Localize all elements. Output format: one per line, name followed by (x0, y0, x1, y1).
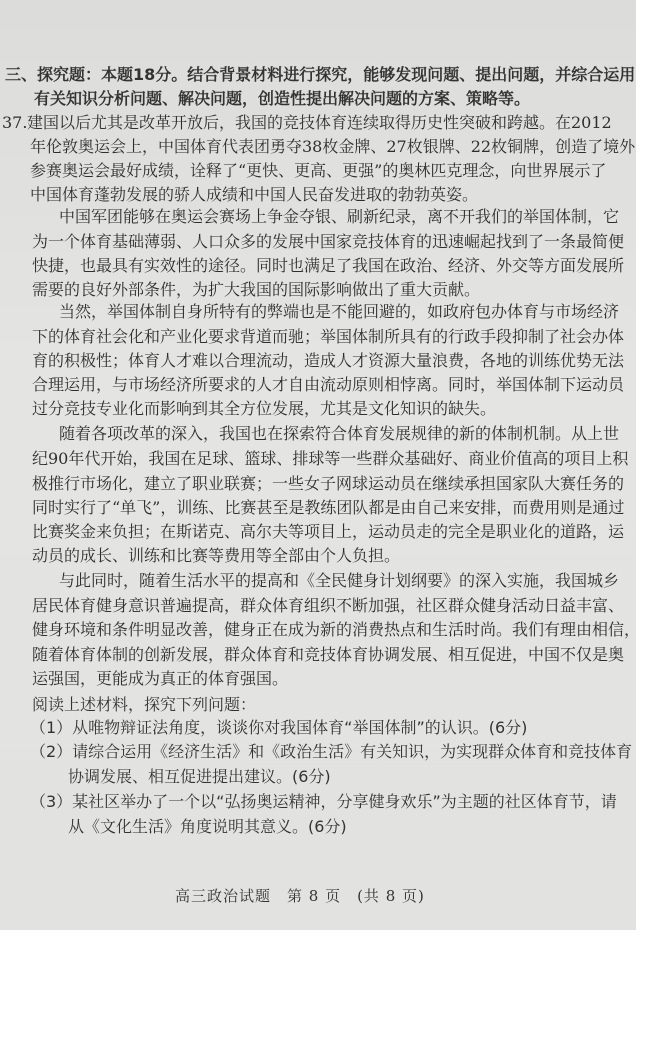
paragraph-line: 需要的良好外部条件，为扩大我国的国际影响做出了重大贡献。 (32, 280, 481, 299)
paragraph-line: 运强国，更能成为真正的体育强国。 (32, 669, 289, 688)
paragraph-line: 与此同时，随着生活水平的提高和《全民健身计划纲要》的深入实施，我国城乡 (59, 571, 620, 590)
paragraph-line: 快捷，也最具有实效性的途径。同时也满足了我国在政治、经济、外交等方面发展所 (32, 256, 625, 275)
paragraph-line: 同时实行了“单飞”，训练、比赛甚至是教练团队都是由自己来安排，而费用则是通过 (32, 498, 625, 517)
paragraph-line: 纪90年代开始，我国在足球、篮球、排球等一些群众基础好、商业价值高的项目上积 (32, 449, 629, 468)
paragraph-line: 比赛奖金来负担；在斯诺克、高尔夫等项目上，运动员走的完全是职业化的道路，运 (32, 522, 625, 541)
paragraph-line: 动员的成长、训练和比赛等费用等全部由个人负担。 (32, 546, 401, 565)
paragraph-line: 过分竞技专业化而影响到其全方位发展，尤其是文化知识的缺失。 (32, 399, 497, 418)
section-header-line: 有关知识分析问题、解决问题，创造性提出解决问题的方案、策略等。 (34, 89, 531, 108)
question-1: （1）从唯物辩证法角度，谈谈你对我国体育“举国体制”的认识。(6分) (30, 718, 528, 737)
paragraph-line: 极推行市场化，建立了职业联赛；一些女子网球运动员在继续承担国家队大赛任务的 (32, 474, 625, 493)
paragraph-line: 中国军团能够在奥运会赛场上争金夺银、刷新纪录，离不开我们的举国体制，它 (59, 207, 620, 226)
paragraph-line: 为一个体育基础薄弱、人口众多的发展中国家竞技体育的迅速崛起找到了一条最简便 (32, 232, 625, 251)
paragraph-line: 参赛奥运会最好成绩，诠释了“更快、更高、更强”的奥林匹克理念，向世界展示了 (30, 161, 607, 180)
paragraph-line: 随着体育体制的创新发展，群众体育和竞技体育协调发展、相互促进，中国不仅是奥 (32, 645, 625, 664)
paragraph-line: 居民体育健身意识普遍提高，群众体育组织不断加强，社区群众健身活动日益丰富、 (32, 596, 625, 615)
prompt-text: 阅读上述材料，探究下列问题： (32, 695, 257, 714)
paragraph-line: 年伦敦奥运会上，中国体育代表团勇夺38枚金牌、27枚银牌、22枚铜牌，创造了境外 (30, 137, 636, 156)
page-footer: 高三政治试题 第 8 页 (共 8 页) (175, 887, 425, 905)
paragraph-line: 当然，举国体制自身所特有的弊端也是不能回避的，如政府包办体育与市场经济 (59, 302, 620, 321)
question-2: （2）请综合运用《经济生活》和《政治生活》有关知识，为实现群众体育和竞技体育 (30, 742, 633, 761)
paragraph-line: 下的体育社会化和产业化要求背道而驰；举国体制所具有的行政手段抑制了社会办体 (32, 327, 625, 346)
question-3-cont: 从《文化生活》角度说明其意义。(6分) (68, 817, 347, 836)
section-header-line: 三、探究题：本题18分。结合背景材料进行探究，能够发现问题、提出问题，并综合运用 (5, 65, 636, 84)
question-number: 37. (2, 113, 28, 132)
paragraph-line: 育的积极性；体育人才难以合理流动，造成人才资源大量浪费，各地的训练优势无法 (32, 351, 625, 370)
paragraph-line: 健身环境和条件明显改善，健身正在成为新的消费热点和生活时尚。我们有理由相信， (32, 620, 641, 639)
question-2-cont: 协调发展、相互促进提出建议。(6分) (68, 767, 331, 786)
paragraph-line: 合理运用，与市场经济所要求的人才自由流动原则相悖离。同时，举国体制下运动员 (32, 375, 625, 394)
paragraph-line: 随着各项改革的深入，我国也在探索符合体育发展规律的新的体制机制。从上世 (59, 424, 620, 443)
question-3: （3）某社区举办了一个以“弘扬奥运精神，分享健身欢乐”为主题的社区体育节，请 (30, 792, 617, 811)
paragraph-line: 建国以后尤其是改革开放后，我国的竞技体育连续取得历史性突破和跨越。在2012 (27, 113, 612, 132)
paragraph-line: 中国体育蓬勃发展的骄人成绩和中国人民奋发进取的勃勃英姿。 (30, 185, 479, 204)
